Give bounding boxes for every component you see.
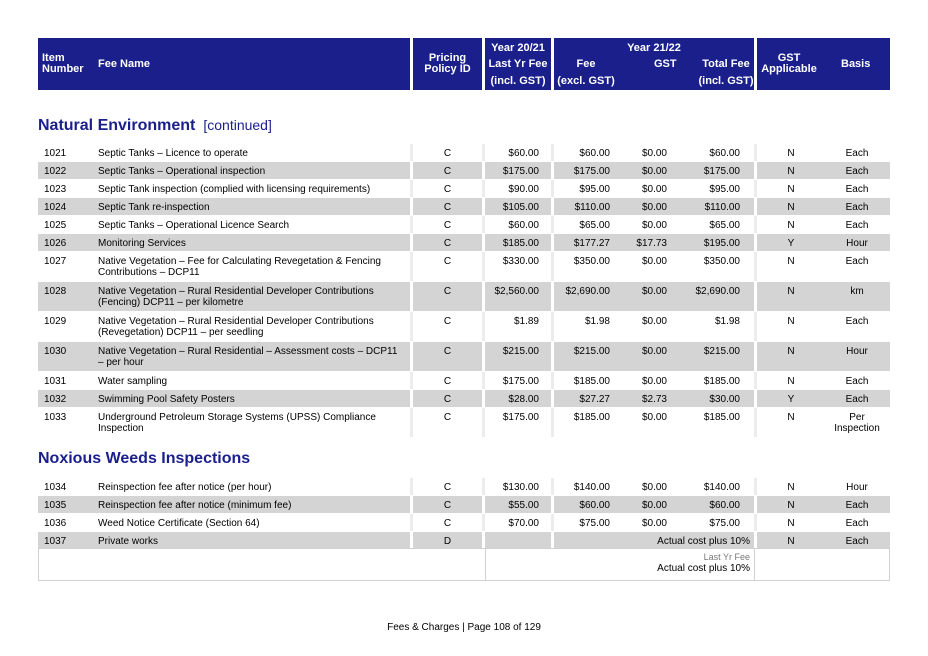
fee-name: [98, 376, 408, 387]
gst-amount: $0.00: [641, 500, 667, 511]
note-value: Actual cost plus 10%: [657, 563, 750, 574]
last-year-fee: $70.00: [508, 518, 539, 529]
header-pricing-line2: Policy ID: [424, 63, 471, 75]
fee-name: [98, 148, 408, 159]
fee-name-line: Septic Tanks – Operational inspection: [98, 166, 266, 177]
basis-line: Hour: [846, 346, 868, 357]
item-number: 1031: [44, 376, 67, 387]
gst-amount: $0.00: [641, 202, 667, 213]
pricing-policy: C: [443, 412, 452, 423]
total-fee: $75.00: [709, 518, 740, 529]
header-last-fee-incl: (incl. GST): [490, 75, 546, 87]
gst-amount: $0.00: [641, 184, 667, 195]
fee-name: [98, 166, 408, 177]
fee-name-line: Native Vegetation – Rural Residential Developer Contributions: [98, 286, 374, 297]
basis: [823, 518, 891, 529]
section2-title: Noxious Weeds Inspections: [38, 450, 251, 467]
gst-applicable: N: [787, 316, 795, 327]
item-number: 1034: [44, 482, 67, 493]
basis-line: Hour: [846, 482, 868, 493]
pricing-policy: C: [443, 166, 452, 177]
fee-name: [98, 394, 408, 405]
table-header: [38, 38, 890, 90]
table-row: [38, 252, 890, 281]
table-row: [38, 372, 890, 389]
last-year-fee: $175.00: [502, 412, 539, 423]
last-year-fee: $175.00: [502, 376, 539, 387]
basis: [823, 536, 891, 547]
fee-name-line: Weed Notice Certificate (Section 64): [98, 518, 260, 529]
fee-name-line: Native Vegetation – Fee for Calculating Revegetation & Fencing: [98, 256, 381, 267]
item-number: 1021: [44, 148, 67, 159]
basis: [823, 500, 891, 511]
header-item-number: [42, 53, 84, 75]
total-fee: $185.00: [703, 376, 740, 387]
total-fee: $95.00: [709, 184, 740, 195]
last-year-fee: $185.00: [502, 238, 539, 249]
fee-excl-gst: $75.00: [579, 518, 610, 529]
fee-excl-gst: $175.00: [573, 166, 610, 177]
table-row: [38, 478, 890, 495]
item-number: 1035: [44, 500, 67, 511]
fee-excl-gst: $2,690.00: [565, 286, 610, 297]
fee-name-line: Septic Tank inspection (complied with licensing requirements): [98, 184, 371, 195]
pricing-policy: C: [443, 482, 452, 493]
basis-line: Each: [845, 518, 869, 529]
last-year-fee: $90.00: [508, 184, 539, 195]
header-applicable-basis: [757, 38, 890, 90]
fee-name-line: (Fencing) DCP11 – per kilometre: [98, 297, 244, 308]
fee-excl-gst: $60.00: [579, 148, 610, 159]
pricing-policy: C: [443, 518, 452, 529]
section-title-natural-environment: [38, 117, 272, 135]
item-number: 1030: [44, 346, 67, 357]
header-total: Total Fee: [702, 58, 750, 70]
header-item-line1: Item: [42, 52, 65, 64]
header-fee-name: Fee Name: [98, 58, 150, 70]
basis-line: km: [850, 286, 864, 297]
basis-line: Each: [845, 148, 869, 159]
table-row: [38, 144, 890, 161]
total-fee: $185.00: [703, 412, 740, 423]
table-row: [38, 408, 890, 437]
basis: [823, 148, 891, 159]
gst-applicable: N: [787, 256, 795, 267]
last-year-fee: $130.00: [502, 482, 539, 493]
basis: [823, 376, 891, 387]
gst-applicable: N: [787, 184, 795, 195]
total-fee: $215.00: [703, 346, 740, 357]
table-row: [38, 282, 890, 311]
header-total-incl: (incl. GST): [698, 75, 754, 87]
last-year-fee: $60.00: [508, 148, 539, 159]
fee-excl-gst: $27.27: [579, 394, 610, 405]
total-fee: $30.00: [709, 394, 740, 405]
item-number: 1023: [44, 184, 67, 195]
table-row: [38, 342, 890, 371]
table-row: [38, 390, 890, 407]
table-row: [38, 216, 890, 233]
basis-line: Per: [849, 412, 865, 423]
fee-span-text: Actual cost plus 10%: [657, 536, 750, 547]
basis-line: Each: [845, 202, 869, 213]
basis-line: Each: [845, 220, 869, 231]
gst-amount: $0.00: [641, 166, 667, 177]
basis-line: Each: [845, 184, 869, 195]
fee-name-line: (Revegetation) DCP11 – per seedling: [98, 327, 264, 338]
total-fee: $140.00: [703, 482, 740, 493]
basis: [823, 346, 891, 357]
last-year-fee: $28.00: [508, 394, 539, 405]
fee-excl-gst: $185.00: [573, 376, 610, 387]
basis-line: Hour: [846, 238, 868, 249]
last-year-note-cell: [485, 549, 755, 580]
basis-line: Each: [845, 536, 869, 547]
basis-line: Each: [845, 316, 869, 327]
fee-name: [98, 536, 408, 547]
fee-name: [98, 202, 408, 213]
basis: [823, 238, 891, 249]
fee-excl-gst: $185.00: [573, 412, 610, 423]
pricing-policy: C: [443, 500, 452, 511]
table-row: [38, 496, 890, 513]
fee-excl-gst: $95.00: [579, 184, 610, 195]
table-row: [38, 198, 890, 215]
gst-applicable: N: [787, 220, 795, 231]
basis: [823, 220, 891, 231]
total-fee: $110.00: [704, 202, 740, 213]
basis: [823, 316, 891, 327]
pricing-policy: C: [443, 286, 452, 297]
total-fee: $350.00: [703, 256, 740, 267]
fee-name-line: Septic Tanks – Licence to operate: [98, 148, 248, 159]
last-year-fee: $215.00: [502, 346, 539, 357]
fee-name-line: Contributions – DCP11: [98, 267, 200, 278]
last-year-fee: $60.00: [508, 220, 539, 231]
pricing-policy: C: [443, 316, 452, 327]
fee-excl-gst: $1.98: [584, 316, 610, 327]
last-year-fee: $2,560.00: [494, 286, 539, 297]
gst-applicable: N: [787, 518, 795, 529]
gst-applicable: N: [787, 148, 795, 159]
fee-excl-gst: $177.27: [573, 238, 610, 249]
gst-amount: $0.00: [641, 376, 667, 387]
fee-name-line: Private works: [98, 536, 159, 547]
gst-amount: $0.00: [641, 316, 667, 327]
item-number: 1037: [44, 536, 67, 547]
pricing-policy: C: [443, 256, 452, 267]
item-number: 1026: [44, 238, 67, 249]
basis-line: Inspection: [834, 423, 880, 434]
last-year-fee: $175.00: [502, 166, 539, 177]
item-number: 1032: [44, 394, 67, 405]
fee-excl-gst: $140.00: [573, 482, 610, 493]
header-pricing-line1: Pricing: [428, 52, 467, 64]
gst-applicable: N: [787, 286, 795, 297]
basis: [823, 394, 891, 405]
fee-name-line: Native Vegetation – Rural Residential – Assessment costs – DCP11: [98, 346, 398, 357]
total-fee: $2,690.00: [695, 286, 740, 297]
section1-title: Natural Environment: [38, 117, 196, 134]
gst-amount: $0.00: [641, 412, 667, 423]
gst-applicable: N: [787, 346, 795, 357]
note-label: Last Yr Fee: [703, 552, 750, 562]
basis-line: Each: [845, 500, 869, 511]
header-gst: GST: [654, 58, 677, 70]
header-year-cur-label: Year 21/22: [627, 42, 681, 54]
table-row: [38, 312, 890, 341]
fee-name: [98, 220, 408, 231]
item-number: 1022: [44, 166, 67, 177]
pricing-policy: C: [443, 184, 452, 195]
item-number: 1024: [44, 202, 67, 213]
total-fee: $195.00: [703, 238, 740, 249]
item-number: 1025: [44, 220, 67, 231]
section-title-noxious-weeds: [38, 450, 250, 468]
fee-name-line: Inspection: [98, 423, 144, 434]
fee-name-line: Water sampling: [98, 376, 168, 387]
fee-name-line: Reinspection fee after notice (minimum fee): [98, 500, 292, 511]
basis: [823, 202, 891, 213]
basis: [823, 286, 891, 297]
gst-amount: $0.00: [641, 518, 667, 529]
pricing-policy: C: [443, 220, 452, 231]
pricing-policy: C: [443, 394, 452, 405]
basis: [823, 482, 891, 493]
header-item-line2: Number: [42, 63, 84, 75]
fee-name-line: Reinspection fee after notice (per hour): [98, 482, 272, 493]
fee-name-line: Underground Petroleum Storage Systems (UPSS) Compliance: [98, 412, 376, 423]
fee-excl-gst: $350.00: [573, 256, 610, 267]
fee-name: [98, 412, 408, 434]
gst-applicable: Y: [787, 238, 795, 249]
gst-amount: $17.73: [636, 238, 667, 249]
section1-continued: [continued]: [203, 117, 272, 133]
table-row: [38, 532, 890, 549]
pricing-policy: C: [443, 148, 452, 159]
table-row: [38, 180, 890, 197]
total-fee: $60.00: [709, 148, 740, 159]
fee-name: [98, 286, 408, 308]
header-gst-app-line2: Applicable: [761, 63, 817, 75]
header-year-prev-label: Year 20/21: [491, 42, 545, 54]
pricing-policy: D: [443, 536, 452, 547]
item-number: 1036: [44, 518, 67, 529]
fee-name: [98, 518, 408, 529]
pricing-policy: C: [443, 238, 452, 249]
gst-applicable: Y: [787, 394, 795, 405]
fee-excl-gst: $65.00: [579, 220, 610, 231]
fee-name-line: Native Vegetation – Rural Residential Developer Contributions: [98, 316, 374, 327]
table-row: [38, 234, 890, 251]
fee-excl-gst: $60.00: [579, 500, 610, 511]
pricing-policy: C: [443, 202, 452, 213]
header-year-cur: [554, 38, 754, 90]
header-last-fee: Last Yr Fee: [488, 58, 548, 70]
fee-excl-gst: $215.00: [573, 346, 610, 357]
gst-amount: $0.00: [641, 256, 667, 267]
page-footer: Fees & Charges | Page 108 of 129: [387, 622, 541, 633]
pricing-policy: C: [443, 346, 452, 357]
fee-name: [98, 184, 408, 195]
fee-excl-gst: $110.00: [574, 202, 610, 213]
basis-line: Each: [845, 166, 869, 177]
last-year-fee: $330.00: [502, 256, 539, 267]
header-year-prev: [485, 38, 551, 90]
table-row: [38, 162, 890, 179]
header-name-block: [38, 38, 410, 90]
table-row: [38, 514, 890, 531]
header-fee-excl: (excl. GST): [557, 75, 615, 87]
fee-name: [98, 482, 408, 493]
basis: [823, 256, 891, 267]
total-fee: $1.98: [714, 316, 740, 327]
header-basis: Basis: [841, 58, 871, 70]
gst-applicable: N: [787, 412, 795, 423]
basis: [823, 412, 891, 434]
gst-applicable: N: [787, 376, 795, 387]
basis: [823, 184, 891, 195]
pricing-policy: C: [443, 376, 452, 387]
gst-amount: $0.00: [641, 220, 667, 231]
gst-applicable: N: [787, 500, 795, 511]
last-year-note-box: [38, 548, 890, 581]
fee-name: [98, 346, 408, 368]
gst-applicable: N: [787, 482, 795, 493]
gst-applicable: N: [787, 166, 795, 177]
header-pricing: [413, 38, 482, 90]
last-year-fee: $55.00: [508, 500, 539, 511]
fee-name-line: Swimming Pool Safety Posters: [98, 394, 235, 405]
basis-line: Each: [845, 394, 869, 405]
fee-name: [98, 500, 408, 511]
basis: [823, 166, 891, 177]
gst-amount: $0.00: [641, 482, 667, 493]
gst-amount: $2.73: [641, 394, 667, 405]
gst-applicable: N: [787, 536, 795, 547]
total-fee: $65.00: [709, 220, 740, 231]
item-number: 1029: [44, 316, 67, 327]
gst-applicable: N: [787, 202, 795, 213]
fee-name: [98, 238, 408, 249]
gst-amount: $0.00: [641, 148, 667, 159]
fee-name: [98, 316, 408, 338]
header-gst-app-line1: GST: [777, 52, 801, 64]
fee-name-line: Septic Tanks – Operational Licence Search: [98, 220, 290, 231]
total-fee: $60.00: [709, 500, 740, 511]
gst-amount: $0.00: [641, 286, 667, 297]
basis-line: Each: [845, 256, 869, 267]
column-divider: [482, 532, 485, 549]
item-number: 1033: [44, 412, 67, 423]
header-fee: Fee: [576, 58, 596, 70]
basis-line: Each: [845, 376, 869, 387]
fee-name-line: Septic Tank re-inspection: [98, 202, 210, 213]
last-year-fee: $1.89: [513, 316, 539, 327]
total-fee: $175.00: [703, 166, 740, 177]
fee-name-line: – per hour: [98, 357, 144, 368]
column-divider: [551, 532, 554, 549]
item-number: 1027: [44, 256, 67, 267]
last-year-fee: $105.00: [502, 202, 539, 213]
item-number: 1028: [44, 286, 67, 297]
fee-name: [98, 256, 408, 278]
gst-amount: $0.00: [641, 346, 667, 357]
fee-name-line: Monitoring Services: [98, 238, 186, 249]
